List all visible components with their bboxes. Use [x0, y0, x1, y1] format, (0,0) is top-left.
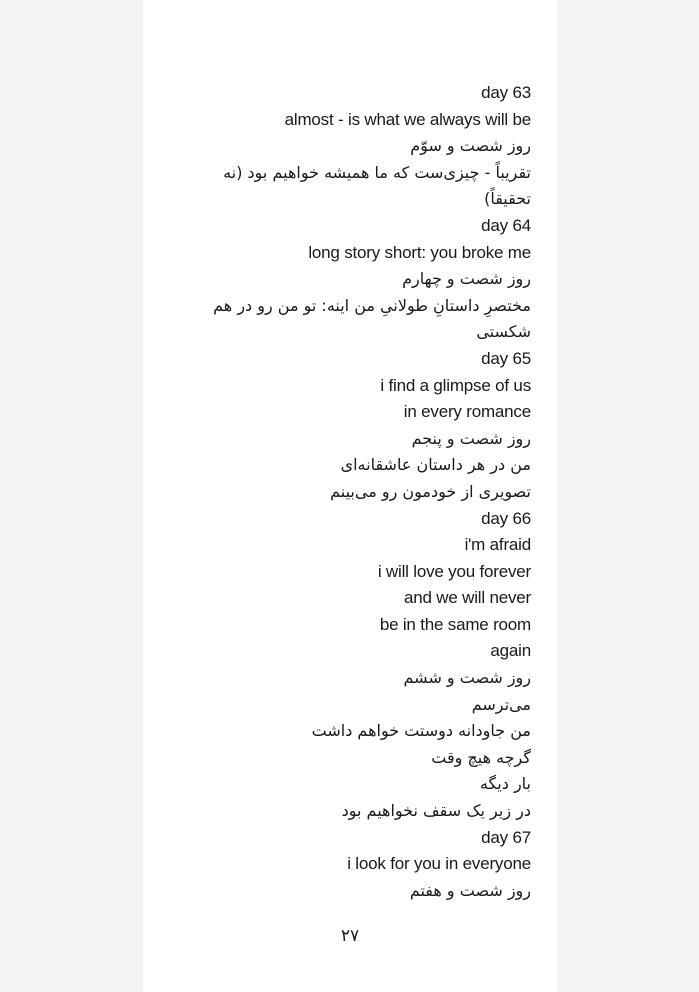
persian-line: روز شصت و ششم — [403, 668, 531, 688]
persian-line: بار دیگه — [479, 774, 531, 794]
english-line: long story short: you broke me — [308, 242, 531, 262]
persian-line: گرچه هیچ وقت — [431, 747, 531, 767]
persian-line: تحقیقاً) — [484, 189, 531, 209]
english-line: day 64 — [481, 215, 531, 235]
english-line: day 65 — [481, 348, 531, 368]
persian-line: در زیر یک سقف نخواهیم بود — [341, 801, 531, 821]
persian-line: تصویری از خودمون رو می‌بینم — [330, 481, 531, 501]
english-line: i will love you forever — [377, 561, 531, 581]
persian-line: روز شصت و هفتم — [409, 880, 531, 900]
persian-line: من جاودانه دوستت خواهم داشت — [311, 721, 531, 741]
english-line: day 67 — [481, 827, 531, 847]
english-line: day 66 — [481, 508, 531, 528]
english-line: in every romance — [403, 402, 531, 422]
persian-line: روز شصت و پنجم — [411, 428, 531, 448]
persian-line: من در هر داستان عاشقانه‌ای — [340, 455, 531, 475]
english-line: and we will never — [404, 588, 531, 608]
english-line: again — [490, 641, 531, 661]
english-line: i'm afraid — [464, 535, 531, 555]
english-line: almost - is what we always will be — [284, 109, 531, 129]
persian-line: مختصرِ داستانِ طولانیِ من اینه: تو من رو در هم — [213, 295, 531, 315]
persian-line: روز شصت و سوّم — [410, 136, 531, 156]
persian-line: تقریباً - چیزی‌ست که ما همیشه خواهیم بود (نه — [223, 162, 531, 182]
english-line: day 63 — [481, 83, 531, 102]
persian-line: شکستی — [476, 322, 531, 342]
english-line: i find a glimpse of us — [380, 375, 531, 395]
poem-text-block — [131, 80, 531, 904]
english-line: i look for you in everyone — [347, 854, 531, 874]
page-number: ۲۷ — [340, 926, 360, 946]
persian-line: می‌ترسم — [471, 694, 531, 714]
english-line: be in the same room — [379, 614, 531, 634]
persian-line: روز شصت و چهارم — [402, 269, 531, 289]
